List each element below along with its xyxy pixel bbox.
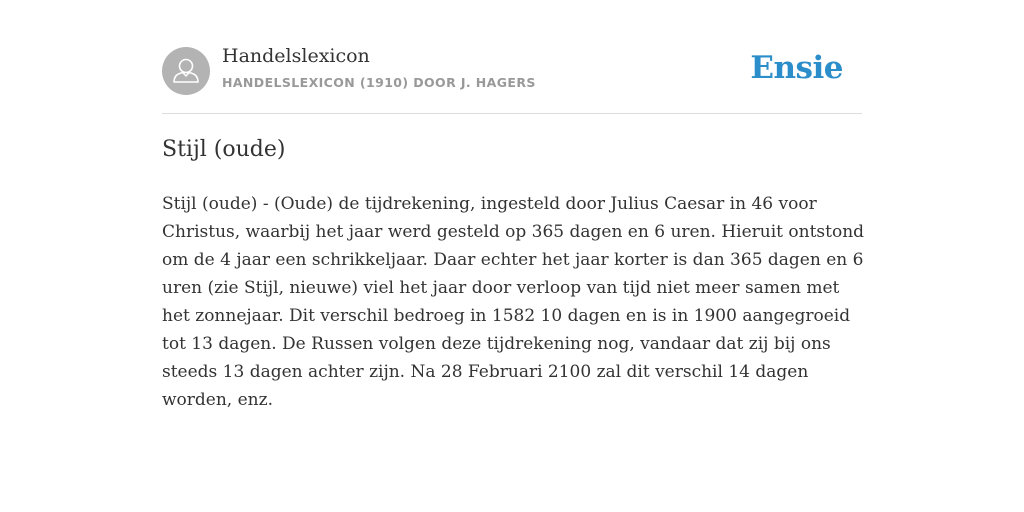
ensie-logo[interactable]: Ensie: [750, 50, 843, 86]
entry-card: [162, 0, 865, 410]
entry-body: Stijl (oude) - (Oude) de tijdrekening, ingesteld door Julius Caesar in 46 voor Christus, waarbij het jaar werd gesteld op 365 dagen en 6 uren. Hieruit ontstond om de 4 jaar een schrikkeljaar. Daar echter het jaar korter is dan 365 dagen en 6 uren (zie Stijl, nieuwe) viel het jaar door verloop van tijd niet meer samen met het zonnejaar. Dit verschil bedroeg in 1582 10 dagen en is in 1900 aangegroeid tot 13 dagen. De Russen volgen deze tijdrekening nog, vandaar dat zij bij ons steeds 13 dagen achter zijn. Na 28 Februari 2100 zal dit verschil 14 dagen worden, enz.: [162, 194, 865, 410]
user-icon-glyph: [162, 47, 210, 95]
entry-header: [162, 0, 862, 114]
user-icon[interactable]: [162, 47, 210, 95]
source-subtitle[interactable]: HANDELSLEXICON (1910) DOOR J. HAGERS: [222, 75, 536, 90]
source-name[interactable]: Handelslexicon: [222, 45, 370, 67]
entry-title: Stijl (oude): [162, 137, 286, 162]
